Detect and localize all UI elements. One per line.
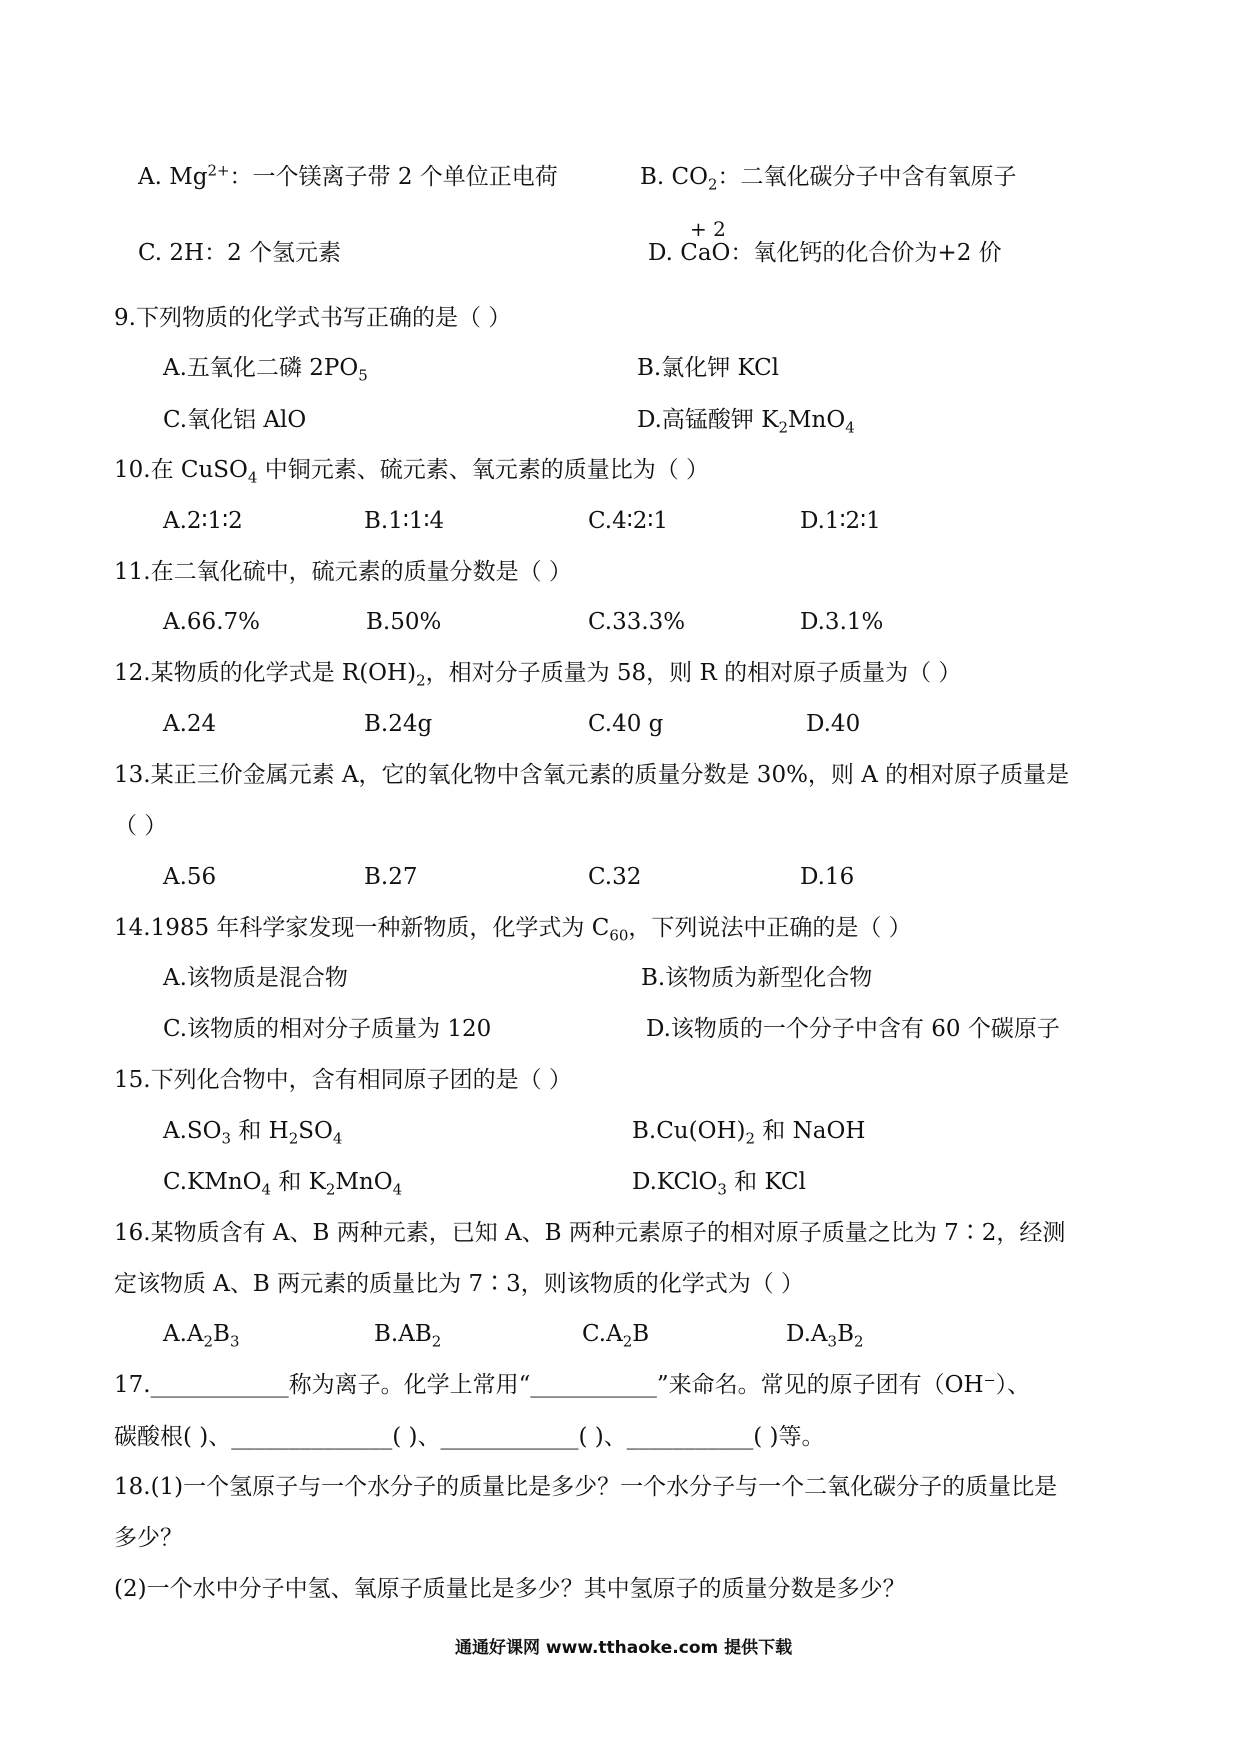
q8-option-a [138,161,558,190]
q15-option-b [632,1118,866,1148]
q8-a-text-rest: ：一个镁离子带 2 个单位正电荷 [229,164,558,190]
q14-option-b: B.该物质为新型化合物 [641,965,873,991]
q8-a-text: A. Mg [138,164,208,190]
q13-option-a: A.56 [163,864,217,890]
q12-option-c: C.40 g [588,711,664,737]
q16-c-text-2: B [632,1321,650,1347]
q15-d-sub-1: 3 [717,1180,727,1199]
q10-option-b: B.1∶1∶4 [364,508,445,534]
q9-option-c: C.氧化铝 AlO [163,407,307,433]
q11-option-d: D.3.1% [800,609,884,635]
q8-d-label: D. [648,240,681,266]
q17-line-1: 17.____________称为离子。化学上常用“___________”来命名。常见的原子团有（OH⁻）、 [114,1372,1031,1398]
q13-stem-line-1: 13.某正三价金属元素 A，它的氧化物中含氧元素的质量分数是 30%，则 A 的相对原子质量是 [114,762,1070,788]
q15-a-sub-3: 4 [332,1129,343,1148]
q16-a-sub-1: 2 [203,1332,214,1351]
q13-option-b: B.27 [364,864,418,890]
q15-stem: 15.下列化合物中，含有相同原子团的是（ ） [114,1067,572,1093]
q11-option-a: A.66.7% [163,609,260,635]
q15-c-text-3: MnO [335,1169,393,1195]
q15-option-a [163,1118,343,1148]
q11-option-b: B.50% [366,609,442,635]
q8-d-text-rest: ：氧化钙的化合价为+2 价 [730,240,1002,266]
q9-stem: 9.下列物质的化学式书写正确的是（ ） [114,305,512,331]
q18-line-3: (2)一个水中分子中氢、氧原子质量比是多少？其中氢原子的质量分数是多少？ [114,1576,906,1602]
q9-option-a [163,355,368,385]
q12-stem [114,660,962,690]
q14-stem-text: 14.1985 年科学家发现一种新物质，化学式为 C [114,915,610,941]
q9-d-subscript-2: 4 [845,418,855,437]
q8-b-text-rest: ：二氧化碳分子中含有氧原子 [717,164,1017,190]
q14-option-d: D.该物质的一个分子中含有 60 个碳原子 [646,1016,1060,1042]
q16-option-a [163,1321,240,1351]
q8-b-text: B. CO [640,164,708,190]
q10-stem [114,457,710,487]
q8-d-valence-mark: + 2 [690,217,726,241]
q15-a-text-3: SO [298,1118,333,1144]
q15-b-text-2: 和 NaOH [755,1118,866,1144]
q15-c-text-2: 和 K [271,1169,326,1195]
q18-line-1: 18.(1)一个氢原子与一个水分子的质量比是多少？一个水分子与一个二氧化碳分子的质量比是 [114,1474,1058,1500]
q15-a-sub-1: 3 [221,1129,232,1148]
q10-option-a: A.2∶1∶2 [163,508,243,534]
q16-option-b [374,1321,442,1351]
q8-option-b [640,164,1017,194]
q16-c-sub-1: 2 [622,1332,633,1351]
q15-d-text-1: D.KClO [632,1169,718,1195]
q16-a-text-2: B [213,1321,230,1347]
q14-option-a: A.该物质是混合物 [163,965,348,991]
q15-option-d [632,1169,806,1199]
q16-stem-line-1: 16.某物质含有 A、B 两种元素，已知 A、B 两种元素原子的相对原子质量之比为 7∶2，经测 [114,1220,1066,1246]
q12-stem-text-rest: ，相对分子质量为 58，则 R 的相对原子质量为（ ） [425,660,962,686]
q12-stem-subscript: 2 [416,671,426,690]
q12-option-a: A.24 [163,711,217,737]
q8-option-d [648,242,1002,265]
q16-d-sub-2: 2 [853,1332,864,1351]
q13-stem-line-2: （ ） [114,813,168,839]
q15-c-text-1: C.KMnO [163,1169,262,1195]
q16-option-d [786,1321,864,1351]
q9-d-text: D.高锰酸钾 K [637,407,779,433]
q10-option-c: C.4∶2∶1 [588,508,668,534]
q8-d-formula: CaO [680,240,731,266]
q16-d-text-2: B [837,1321,854,1347]
q14-stem [114,915,912,945]
q16-d-text-1: D.A [786,1321,828,1347]
q16-a-sub-2: 3 [229,1332,240,1351]
q15-c-sub-3: 4 [392,1180,403,1199]
q11-stem: 11.在二氧化硫中，硫元素的质量分数是（ ） [114,559,572,585]
q13-option-c: C.32 [588,864,642,890]
q18-line-2: 多少？ [114,1525,183,1551]
q13-option-d: D.16 [800,864,855,890]
q16-d-sub-1: 3 [827,1332,838,1351]
q10-stem-text: 10.在 CuSO [114,457,248,483]
q15-b-sub-1: 2 [745,1129,755,1148]
q17-line-2: 碳酸根( )、______________( )、____________( )、___________( )等。 [114,1424,825,1450]
q16-stem-line-2: 定该物质 A、B 两元素的质量比为 7∶3，则该物质的化学式为（ ） [114,1271,805,1297]
q12-stem-text: 12.某物质的化学式是 R(OH) [114,660,417,686]
q8-option-c: C. 2H：2 个氢元素 [138,240,342,266]
q12-option-b: B.24g [364,711,433,737]
q15-c-sub-2: 2 [325,1180,336,1199]
q9-a-text: A.五氧化二磷 2PO [163,355,359,381]
q15-c-sub-1: 4 [261,1180,272,1199]
q16-b-sub-1: 2 [431,1332,442,1351]
q15-option-c [163,1169,403,1199]
q16-option-c [582,1321,650,1351]
q15-d-text-2: 和 KCl [726,1169,806,1195]
q16-c-text-1: C.A [582,1321,623,1347]
q9-option-d [637,407,855,437]
q9-a-subscript: 5 [358,366,368,385]
q9-d-text-mid: MnO [787,407,846,433]
q9-d-subscript-1: 2 [778,418,788,437]
q14-stem-text-rest: ，下列说法中正确的是（ ） [628,915,912,941]
q10-stem-text-rest: 中铜元素、硫元素、氧元素的质量比为（ ） [257,457,710,483]
q16-b-text-1: B.AB [374,1321,432,1347]
q12-option-d: D.40 [806,711,861,737]
q15-b-text-1: B.Cu(OH) [632,1118,746,1144]
q9-option-b: B.氯化钾 KCl [637,355,780,381]
q15-a-text-1: A.SO [163,1118,222,1144]
q8-a-charge: 2+ [207,161,230,180]
q16-a-text-1: A.A [163,1321,204,1347]
q10-stem-subscript: 4 [247,468,258,487]
page-footer: 通通好课网 www.tthaoke.com 提供下载 [455,1638,793,1658]
q15-a-text-2: 和 H [231,1118,289,1144]
q8-b-subscript: 2 [707,175,718,194]
q15-a-sub-2: 2 [288,1129,299,1148]
q10-option-d: D.1∶2∶1 [800,508,881,534]
q14-stem-subscript: 60 [609,926,629,945]
q11-option-c: C.33.3% [588,609,686,635]
q14-option-c: C.该物质的相对分子质量为 120 [163,1016,492,1042]
